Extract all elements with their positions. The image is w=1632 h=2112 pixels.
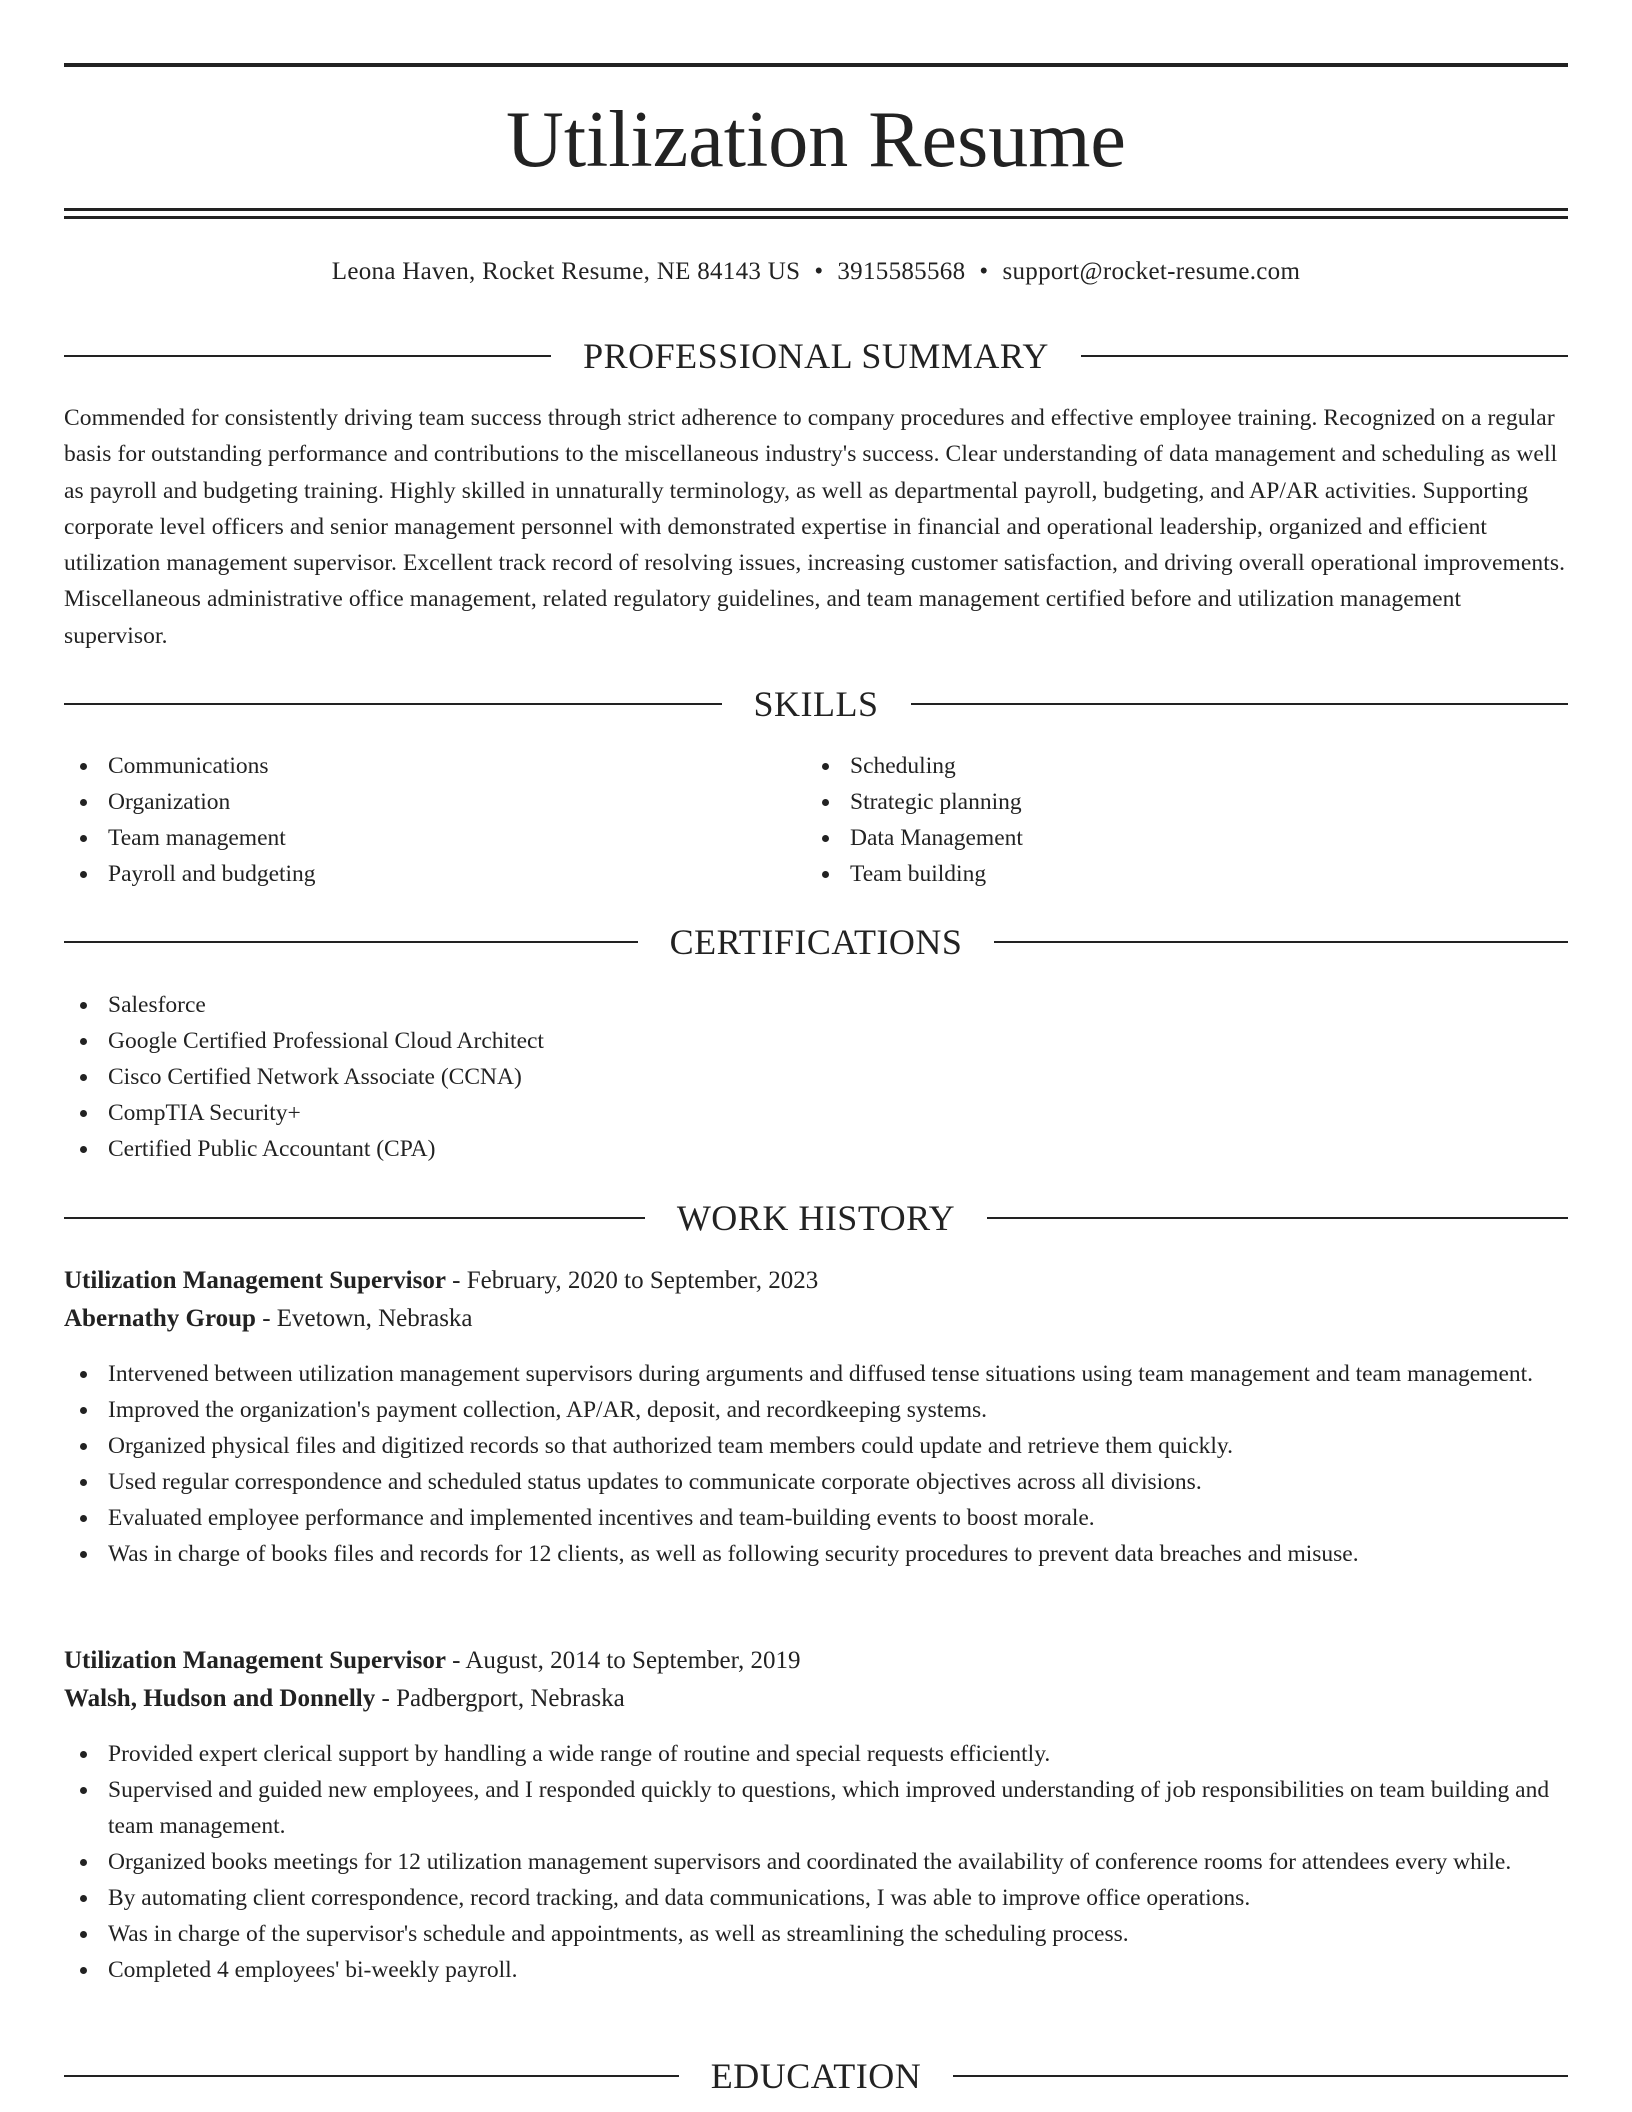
heading-rule <box>64 1217 645 1219</box>
job-title-line <box>64 1262 1568 1300</box>
skill-item: Organization <box>64 784 764 820</box>
job-duty-item: Provided expert clerical support by handling a wide range of routine and special requests efficiently. <box>64 1736 1568 1772</box>
job-title-line <box>64 1642 1568 1680</box>
skill-item: Team management <box>64 820 764 856</box>
heading-rule <box>64 2075 679 2077</box>
certifications-list <box>64 987 1568 1167</box>
section-heading-certifications <box>64 920 1568 964</box>
skill-item: Team building <box>806 856 1506 892</box>
contact-email: support@rocket-resume.com <box>1002 258 1301 285</box>
certification-item: Certified Public Accountant (CPA) <box>64 1131 1568 1167</box>
heading-rule <box>911 703 1569 705</box>
job-duties-list <box>64 1356 1568 1572</box>
job-duty-item: Was in charge of the supervisor's schedule and appointments, as well as streamlining the scheduling process. <box>64 1916 1568 1952</box>
job-duty-item: Intervened between utilization management supervisors during arguments and diffused tense situations using team management and team management. <box>64 1356 1568 1392</box>
top-rule <box>64 63 1568 67</box>
summary-paragraph: Commended for consistently driving team success through strict adherence to company procedures and effective employee training. Recognized on a regular basis for outstanding performance and contributions to the miscellaneous industry's success. Clear understanding of data management and scheduling as well as payroll and budgeting training. Highly skilled in unnaturally terminology, as well as departmental payroll, budgeting, and AP/AR activities. Supporting corporate level officers and senior management personnel with demonstrated expertise in financial and operational leadership, organized and efficient utilization management supervisor. Excellent track record of resolving issues, increasing customer satisfaction, and driving overall operational improvements. Miscellaneous administrative office management, related regulatory guidelines, and team management certified before and utilization management supervisor. <box>64 405 1566 649</box>
section-title: WORK HISTORY <box>676 1198 956 1238</box>
section-title: EDUCATION <box>710 2056 922 2096</box>
job-location: - Padbergport, Nebraska <box>375 1685 625 1712</box>
job-dates: - August, 2014 to September, 2019 <box>445 1647 801 1674</box>
heading-rule <box>1081 355 1568 357</box>
certification-item: Google Certified Professional Cloud Architect <box>64 1023 1568 1059</box>
section-heading-summary <box>64 334 1568 378</box>
job-company-line <box>64 1680 1568 1718</box>
contact-phone: 3915585568 <box>837 258 966 285</box>
heading-rule <box>64 703 722 705</box>
section-title: CERTIFICATIONS <box>669 922 963 962</box>
job-duty-item: Used regular correspondence and scheduled status updates to communicate corporate objectives across all divisions. <box>64 1464 1568 1500</box>
title-underline-2 <box>64 216 1568 219</box>
section-title: PROFESSIONAL SUMMARY <box>583 336 1049 376</box>
job-title: Utilization Management Supervisor <box>64 1647 446 1674</box>
certification-item: Cisco Certified Network Associate (CCNA) <box>64 1059 1568 1095</box>
section-title: SKILLS <box>753 684 879 724</box>
job-title: Utilization Management Supervisor <box>64 1267 446 1294</box>
job-dates: - February, 2020 to September, 2023 <box>445 1267 819 1294</box>
job-company-line <box>64 1300 1568 1338</box>
section-heading-education <box>64 2054 1568 2098</box>
contact-separator: • <box>979 258 989 285</box>
skill-item: Data Management <box>806 820 1506 856</box>
job-duty-item: Completed 4 employees' bi-weekly payroll. <box>64 1952 1568 1988</box>
heading-rule <box>994 941 1568 943</box>
skill-item: Strategic planning <box>806 784 1506 820</box>
contact-separator: • <box>814 258 824 285</box>
certification-item: CompTIA Security+ <box>64 1095 1568 1131</box>
job-duty-item: Evaluated employee performance and implemented incentives and team-building events to boost morale. <box>64 1500 1568 1536</box>
job-location: - Evetown, Nebraska <box>255 1305 473 1332</box>
skill-item: Scheduling <box>806 748 1506 784</box>
contact-address: Leona Haven, Rocket Resume, NE 84143 US <box>331 258 801 285</box>
job-duty-item: Improved the organization's payment collection, AP/AR, deposit, and recordkeeping systems. <box>64 1392 1568 1428</box>
heading-rule <box>64 355 551 357</box>
page-title: Utilization Resume <box>506 96 1126 184</box>
job-duty-item: Was in charge of books files and records for 12 clients, as well as following security procedures to prevent data breaches and misuse. <box>64 1536 1568 1572</box>
contact-line <box>64 254 1568 290</box>
skill-item: Communications <box>64 748 764 784</box>
skills-column-left <box>64 748 764 892</box>
job-duty-item: By automating client correspondence, record tracking, and data communications, I was able to improve office operations. <box>64 1880 1568 1916</box>
heading-rule <box>64 941 638 943</box>
job-company: Walsh, Hudson and Donnelly <box>64 1685 376 1712</box>
job-duty-item: Organized books meetings for 12 utilization management supervisors and coordinated the availability of conference rooms for attendees every while. <box>64 1844 1568 1880</box>
heading-rule <box>953 2075 1568 2077</box>
section-heading-work-history <box>64 1196 1568 1240</box>
skills-column-right <box>806 748 1506 892</box>
job-duties-list <box>64 1736 1568 1988</box>
section-heading-skills <box>64 682 1568 726</box>
heading-rule <box>987 1217 1568 1219</box>
certification-item: Salesforce <box>64 987 1568 1023</box>
job-duty-item: Supervised and guided new employees, and I responded quickly to questions, which improved understanding of job responsibilities on team building and team management. <box>64 1772 1568 1844</box>
job-duty-item: Organized physical files and digitized records so that authorized team members could update and retrieve them quickly. <box>64 1428 1568 1464</box>
skill-item: Payroll and budgeting <box>64 856 764 892</box>
job-company: Abernathy Group <box>64 1305 256 1332</box>
title-underline-1 <box>64 208 1568 211</box>
